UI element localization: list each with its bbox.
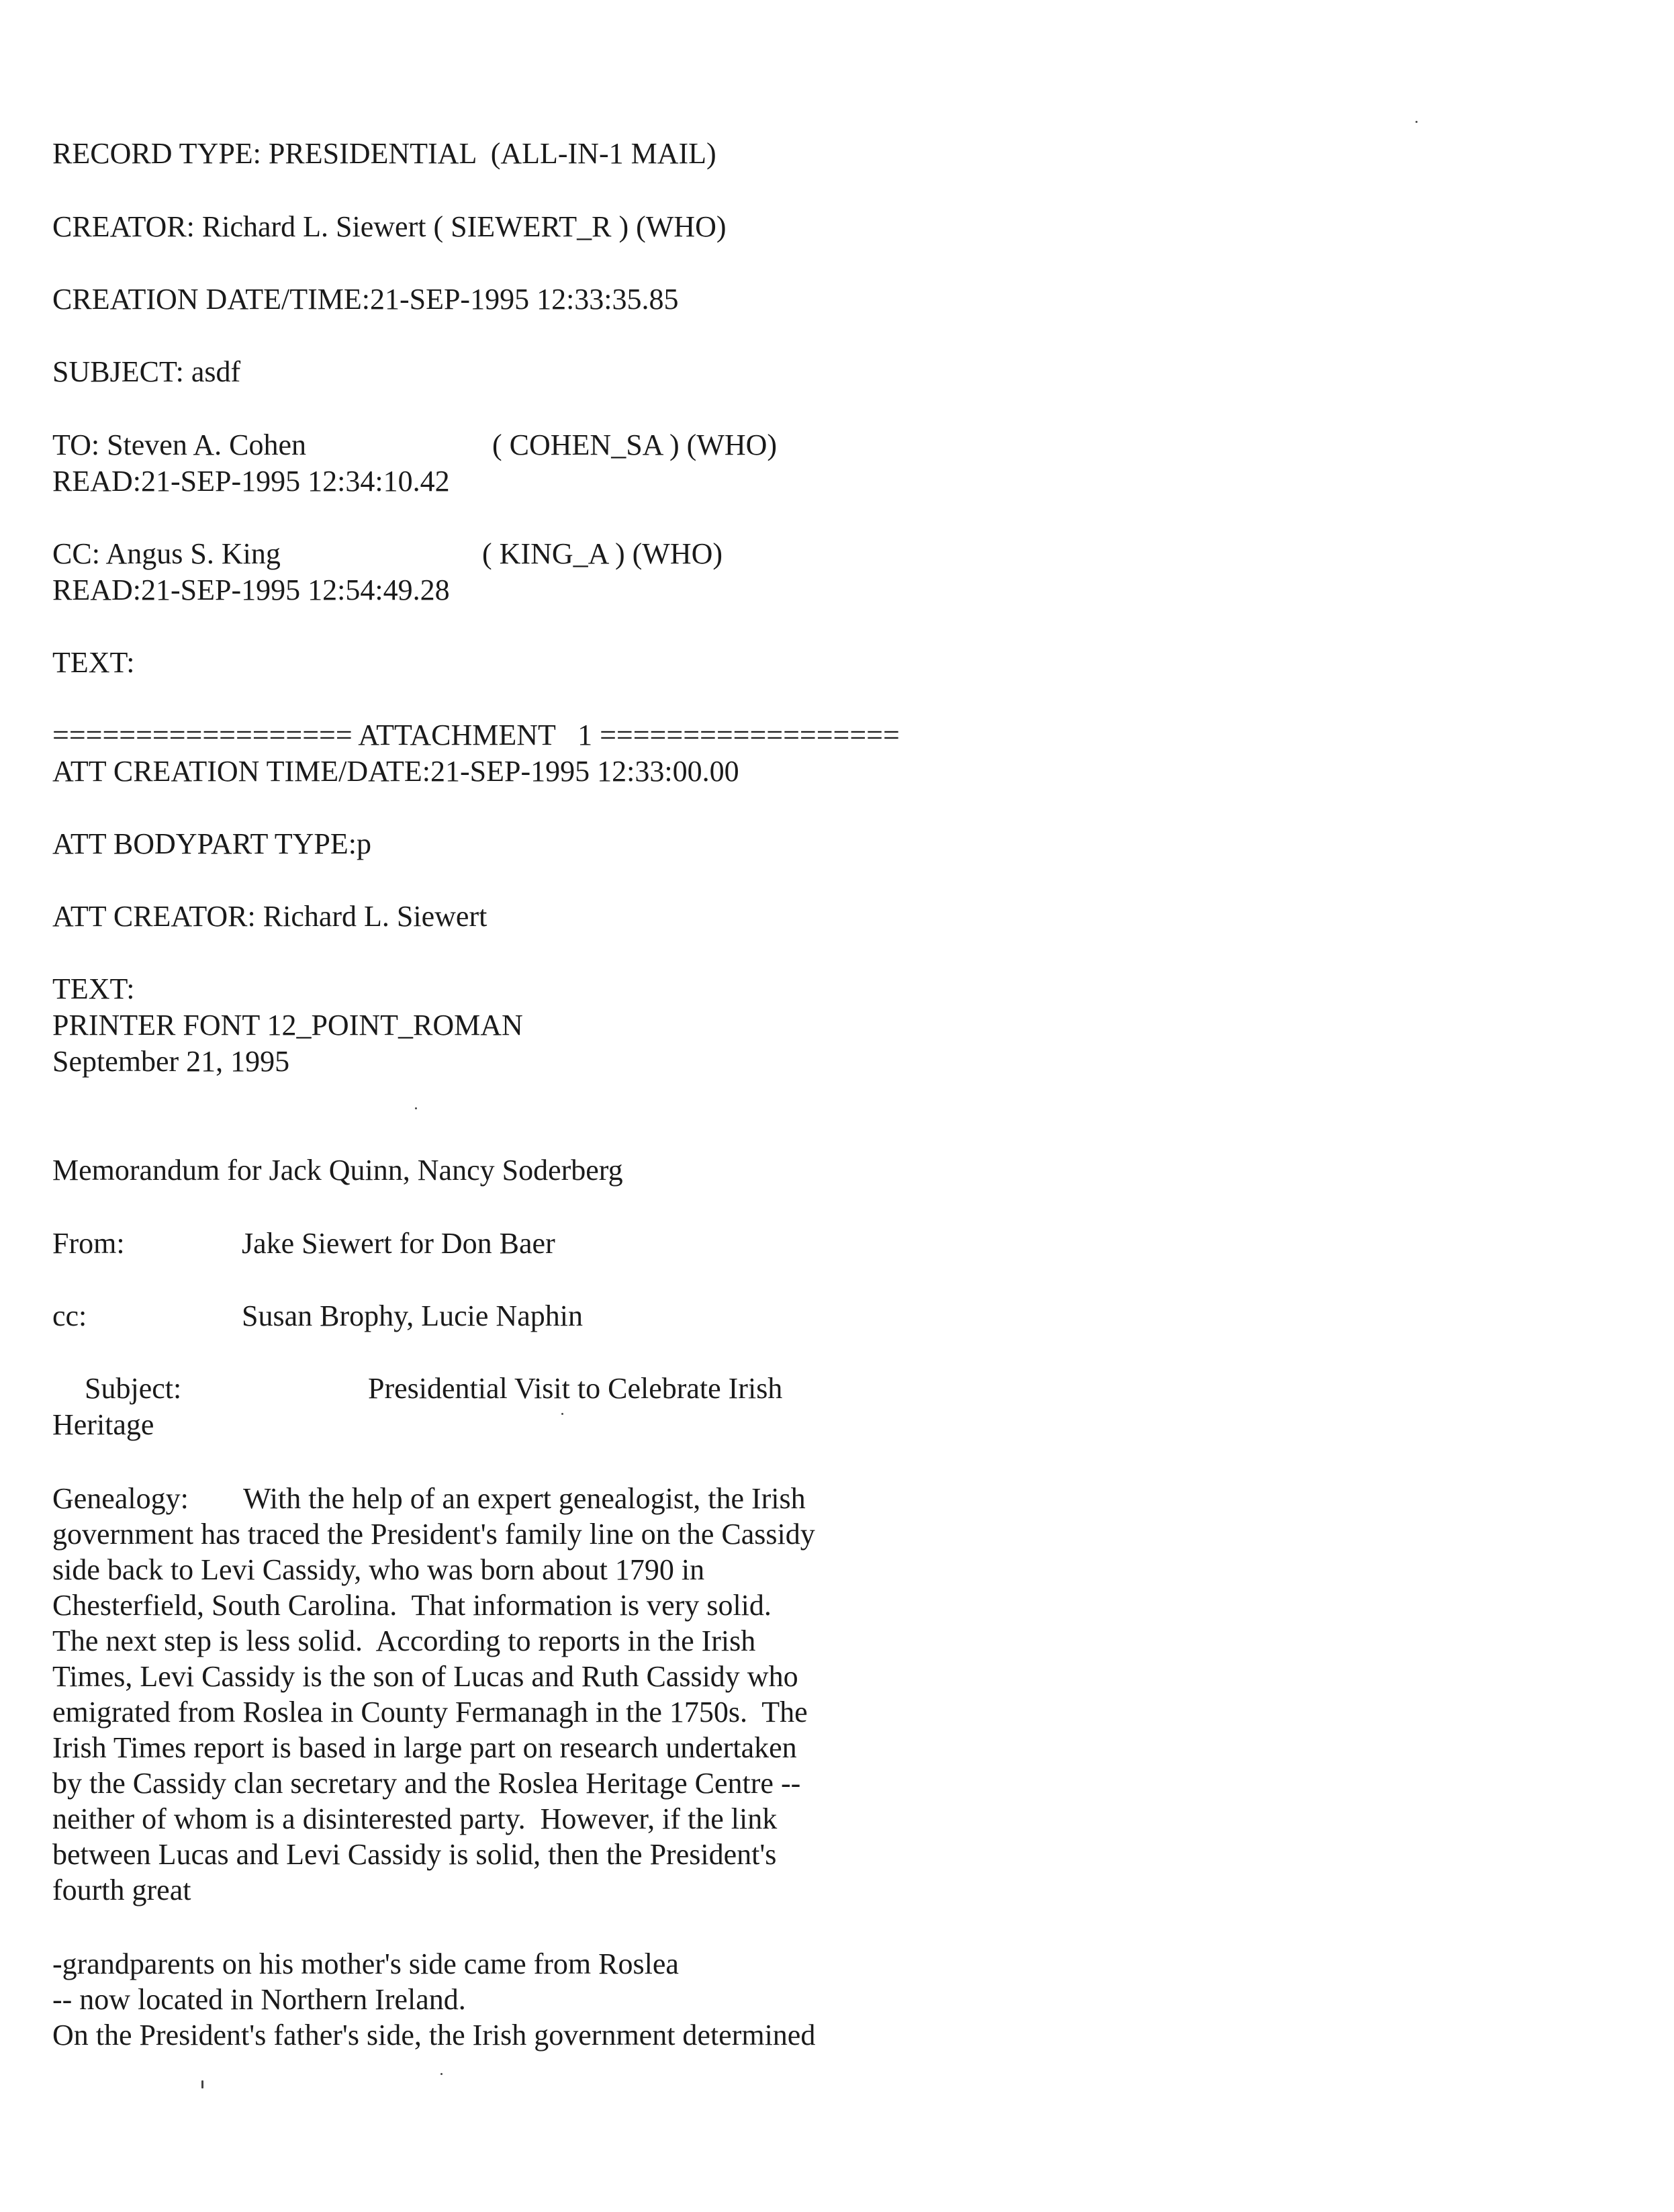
scan-speck — [561, 1413, 563, 1415]
continuation-line: -grandparents on his mother's side came from Roslea — [52, 1947, 679, 1980]
memo-from-label: From: — [52, 1227, 125, 1260]
genealogy-line: side back to Levi Cassidy, who was born about 1790 in — [52, 1553, 705, 1586]
text-label: TEXT: — [52, 646, 135, 679]
genealogy-line: Chesterfield, South Carolina. That information is very solid. — [52, 1589, 772, 1622]
attachment-creator: ATT CREATOR: Richard L. Siewert — [52, 900, 487, 933]
scan-speck — [1415, 121, 1417, 123]
cc-read: READ:21-SEP-1995 12:54:49.28 — [52, 573, 450, 606]
memo-subject-continued: Heritage — [52, 1408, 154, 1441]
genealogy-line: neither of whom is a disinterested party. However, if the link — [52, 1802, 778, 1835]
subject: SUBJECT: asdf — [52, 355, 241, 388]
genealogy-line: Times, Levi Cassidy is the son of Lucas and Ruth Cassidy who — [52, 1660, 798, 1693]
continuation-line: -- now located in Northern Ireland. — [52, 1983, 466, 2016]
printer-font: PRINTER FONT 12_POINT_ROMAN — [52, 1009, 523, 1042]
genealogy-label: Genealogy: — [52, 1482, 189, 1515]
memo-cc-label: cc: — [52, 1299, 87, 1332]
attachment-text-label: TEXT: — [52, 972, 135, 1005]
scan-speck — [201, 2080, 203, 2088]
scan-speck — [440, 2073, 443, 2075]
genealogy-line: fourth great — [52, 1874, 191, 1906]
creator: CREATOR: Richard L. Siewert ( SIEWERT_R ) (WHO) — [52, 210, 727, 243]
genealogy-line: emigrated from Roslea in County Fermanagh in the 1750s. The — [52, 1696, 808, 1729]
memo-subject-value: Presidential Visit to Celebrate Irish — [368, 1372, 783, 1405]
genealogy-line: With the help of an expert genealogist, the Irish — [243, 1482, 806, 1515]
scan-speck — [415, 1107, 417, 1109]
record-type: RECORD TYPE: PRESIDENTIAL (ALL-IN-1 MAIL) — [52, 137, 716, 170]
to-id: ( COHEN_SA ) (WHO) — [492, 428, 778, 461]
genealogy-line: between Lucas and Levi Cassidy is solid, then the President's — [52, 1838, 777, 1871]
memo-date: September 21, 1995 — [52, 1045, 290, 1078]
memo-cc-value: Susan Brophy, Lucie Naphin — [242, 1299, 583, 1332]
continuation-line: On the President's father's side, the Irish government determined — [52, 2019, 816, 2052]
cc-name: CC: Angus S. King — [52, 537, 281, 570]
attachment-separator: ================== ATTACHMENT 1 ================== — [52, 719, 900, 751]
to-name: TO: Steven A. Cohen — [52, 428, 307, 461]
memo-title: Memorandum for Jack Quinn, Nancy Soderberg — [52, 1154, 623, 1187]
to-read: READ:21-SEP-1995 12:34:10.42 — [52, 465, 450, 498]
genealogy-line: government has traced the President's family line on the Cassidy — [52, 1518, 815, 1551]
genealogy-line: by the Cassidy clan secretary and the Roslea Heritage Centre -- — [52, 1767, 801, 1800]
attachment-bodypart: ATT BODYPART TYPE:p — [52, 827, 371, 860]
memo-from-value: Jake Siewert for Don Baer — [242, 1227, 555, 1260]
creation-datetime: CREATION DATE/TIME:21-SEP-1995 12:33:35.85 — [52, 283, 679, 316]
genealogy-line: The next step is less solid. According to reports in the Irish — [52, 1624, 756, 1657]
genealogy-line: Irish Times report is based in large part on research undertaken — [52, 1731, 797, 1764]
memo-subject-label: Subject: — [85, 1372, 182, 1405]
attachment-creation: ATT CREATION TIME/DATE:21-SEP-1995 12:33:00.00 — [52, 755, 739, 788]
cc-id: ( KING_A ) (WHO) — [482, 537, 723, 570]
